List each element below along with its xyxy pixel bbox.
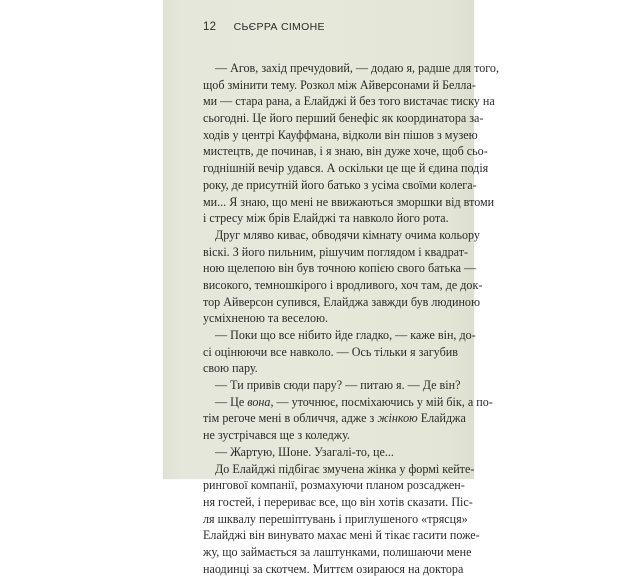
text-line: Елайджі він винувато махає мені й тікає гасити поже- [203, 528, 480, 543]
text-line: — Поки що все нібито йде гладко, — каже він, до- [215, 328, 476, 342]
text-line [203, 410, 466, 427]
italic-emphasis: жінкою [377, 411, 418, 426]
text-line: року, де присутній його батько з усіма своїми колега- [203, 177, 477, 192]
text-line: — Ти привів сюди пару? — питаю я. — Де він? [215, 378, 461, 393]
text-segment: , — уточнює, посміхаючись у мій бік, а по- [270, 394, 493, 409]
text-line: ною щелепою він був точною копією свого батька — [203, 261, 477, 276]
running-title: СЬЄРРА СІМОНЕ [233, 21, 325, 33]
text-line: — Агов, захід пречудовий, — додаю я, радше для того, [215, 61, 500, 75]
body-text [203, 60, 500, 577]
text-line: свою пару. [203, 361, 258, 376]
text-line: годнішній вечір удався. А оскільки це ще й єдина подія [203, 161, 489, 176]
text-line [203, 394, 493, 411]
page-number: 12 [203, 21, 217, 33]
text-line: До Елайджі підбігає змучена жінка у формі кейте- [215, 461, 475, 476]
text-segment: — Це [215, 394, 248, 409]
text-line: — Жартую, Шоне. Узагалі-то, це... [215, 444, 394, 459]
running-header [203, 21, 325, 33]
text-line: ля шквалу перешіптувань і приглушеного «трясця» [203, 511, 468, 526]
text-line: ходів у центрі Кауффмана, відколи він пішов з музею [203, 127, 478, 142]
text-segment: тім регоче мені в обличчя, адже з [203, 411, 378, 426]
italic-emphasis: вона [247, 394, 271, 409]
book-page [163, 0, 500, 576]
text-line: тор Айверсон супився, Елайджа завжди був людиною [203, 294, 481, 309]
text-line: наодинці за скотчем. Миттєм озираюся на доктора [203, 561, 464, 576]
text-line: Друг мляво киває, обводячи кімнату очима кольору [215, 227, 480, 242]
text-line: і стресу між брів Елайджі та навколо його рота. [203, 211, 449, 226]
text-segment: Елайджа [417, 411, 466, 426]
text-line: ми — стара рана, а Елайджі й без того вистачає тиску на [203, 94, 495, 109]
text-line: рингової компанії, розмахуючи планом розсаджен- [203, 478, 465, 493]
text-line: жу, що займається за лаштунками, полишаючи мене [203, 544, 472, 559]
text-line: сі оцінюючи все навколо. — Ось тільки я загубив [203, 344, 458, 359]
text-line: щоб змінити тему. Розкол між Айверсонами й Белла- [203, 77, 476, 92]
text-line: усміхненою та веселою. [203, 311, 329, 326]
text-line: ня гостей, і перериває все, що він хотів сказати. Піс- [203, 494, 473, 509]
text-line: сьогодні. Це його перший бенефіс як координатора за- [203, 111, 484, 126]
text-line: не зустрічався ще з коледжу. [203, 428, 350, 443]
text-line: високого, темношкірого і вродливого, хоч там, де док- [203, 277, 483, 292]
text-line: мистецтв, де починав, і я знаю, він дуже хоче, щоб сьо- [203, 144, 488, 159]
text-line: ми... Я знаю, що мені не ввижаються зморшки від втоми [203, 194, 495, 209]
text-line: віскі. З його пильним, рішучим поглядом і квадрат- [203, 244, 469, 259]
